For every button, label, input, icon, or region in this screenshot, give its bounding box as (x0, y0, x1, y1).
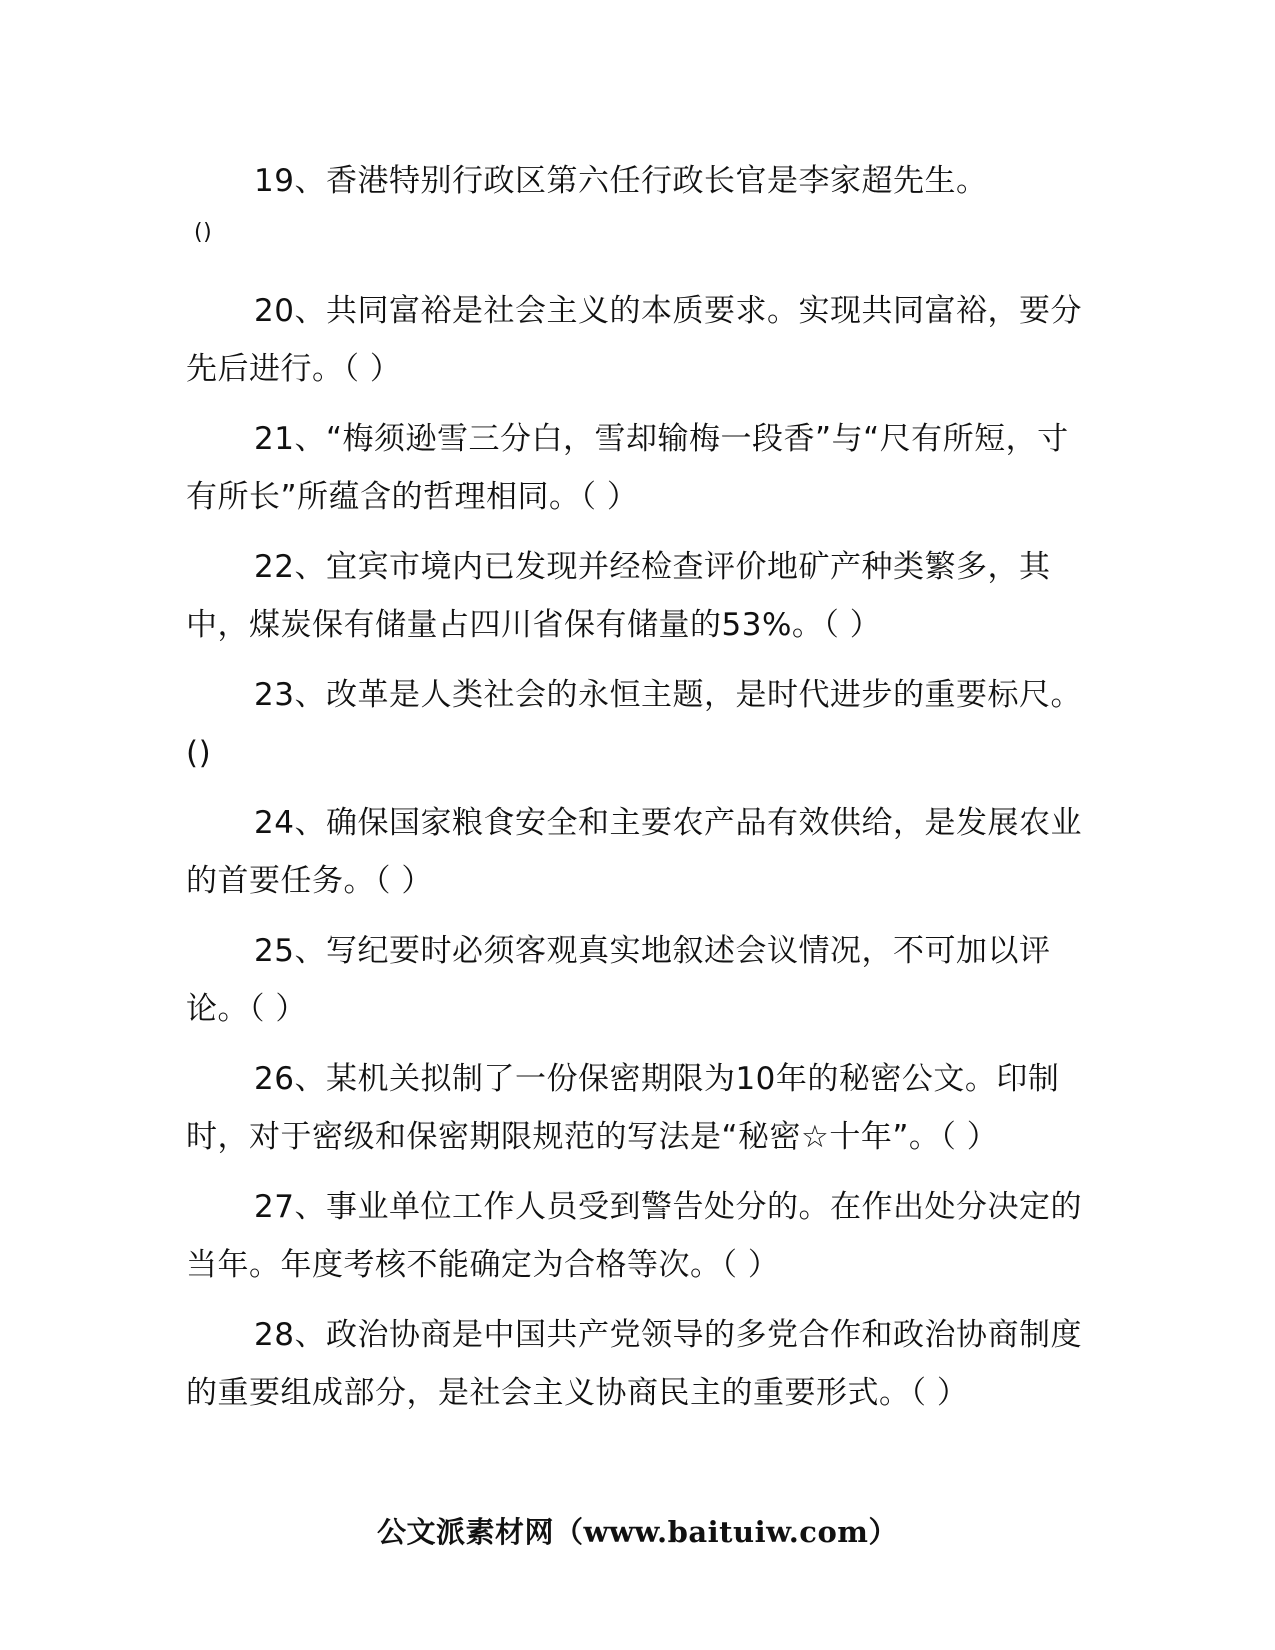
footer-watermark: 公文派素材网（www.baituiw.com） (377, 1515, 898, 1549)
question-24: 24、确保国家粮食安全和主要农产品有效供给，是发展农业的首要任务。（ ） (186, 805, 1082, 899)
question-27: 27、事业单位工作人员受到警告处分的。在作出处分决定的当年。年度考核不能确定为合格等次。（ ） (186, 1189, 1082, 1283)
question-19-answer-paren: () (194, 220, 213, 245)
question-20: 20、共同富裕是社会主义的本质要求。实现共同富裕，要分先后进行。（ ） (186, 293, 1082, 387)
question-19 (186, 152, 1084, 256)
question-21: 21、“梅须逊雪三分白，雪却输梅一段香”与“尺有所短，寸有所长”所蕴含的哲理相同。（ ） (186, 421, 1069, 515)
question-list (186, 152, 1084, 1434)
question-23: 23、改革是人类社会的永恒主题，是时代进步的重要标尺。() (186, 677, 1082, 771)
question-25: 25、写纪要时必须客观真实地叙述会议情况，不可加以评论。（ ） (186, 933, 1051, 1027)
question-22: 22、宜宾市境内已发现并经检查评价地矿产种类繁多，其中，煤炭保有储量占四川省保有储量的53%。（ ） (186, 549, 1051, 643)
question-26: 26、某机关拟制了一份保密期限为10年的秘密公文。印制时，对于密级和保密期限规范的写法是“秘密☆十年”。（ ） (186, 1061, 1060, 1155)
question-19-text: 19、香港特别行政区第六任行政长官是李家超先生。 (254, 163, 988, 199)
question-28: 28、政治协商是中国共产党领导的多党合作和政治协商制度的重要组成部分，是社会主义协商民主的重要形式。（ ） (186, 1317, 1082, 1411)
